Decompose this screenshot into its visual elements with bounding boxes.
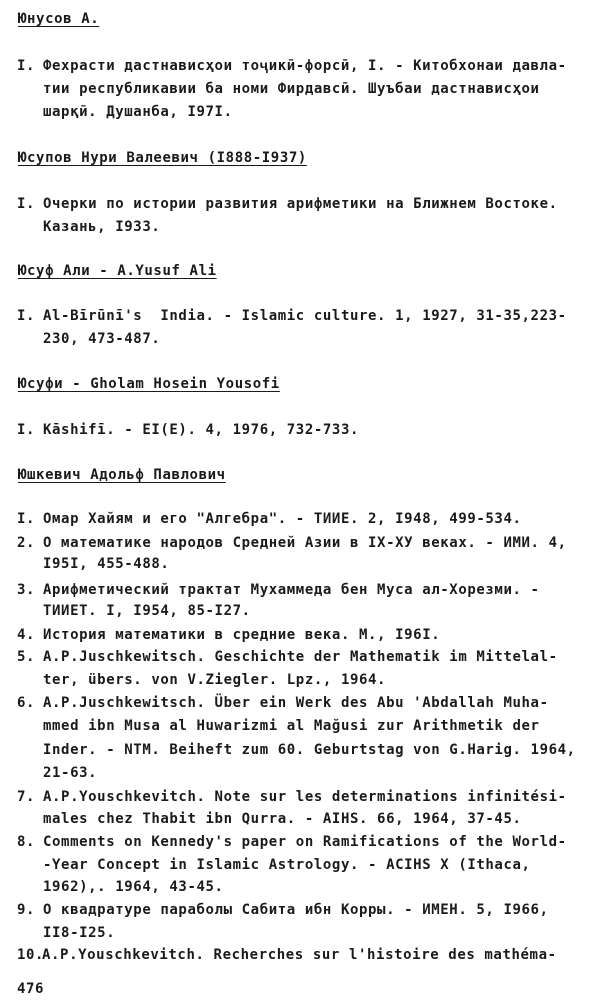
entry-line: mmed ibn Musa al Huwarizmi al Mağusi zur Arithmetik der bbox=[43, 718, 540, 734]
entry-number: I. bbox=[17, 511, 36, 527]
entry-line: 21-63. bbox=[43, 765, 98, 781]
entry-line: II8-I25. bbox=[43, 925, 116, 941]
entry-line: Казань, I933. bbox=[43, 219, 161, 235]
entry-line: ter, übers. von V.Ziegler. Lpz., 1964. bbox=[43, 672, 387, 688]
author-heading: Юсупов Нури Валеевич (I888-I937) bbox=[18, 150, 307, 166]
entry-line: I95I, 455-488. bbox=[43, 556, 170, 572]
entry-number: 10. bbox=[17, 947, 45, 963]
author-heading: Юсуфи - Gholam Hosein Yousofi bbox=[18, 376, 280, 392]
entry-line: ТИИЕТ. I, I954, 85-I27. bbox=[43, 603, 251, 619]
entry-line: Inder. - NTM. Beiheft zum 60. Geburtstag von G.Harig. 1964, bbox=[43, 742, 576, 758]
entry-number: 6. bbox=[17, 695, 36, 711]
entry-line: Kāshifī. - EI(E). 4, 1976, 732-733. bbox=[43, 422, 360, 438]
entry-number: I. bbox=[17, 308, 36, 324]
page-number: 476 bbox=[17, 981, 45, 997]
entry-number: I. bbox=[17, 196, 36, 212]
entry-number: 8. bbox=[17, 834, 36, 850]
entry-line: A.P.Juschkewitsch. Geschichte der Mathematik im Mittelal- bbox=[43, 649, 558, 665]
entry-line: История математики в средние века. М., I96I. bbox=[43, 627, 441, 643]
entry-number: I. bbox=[17, 422, 36, 438]
entry-line: Comments on Kennedy's paper on Ramifications of the World- bbox=[43, 834, 567, 850]
entry-line: Омар Хайям и его "Алгебра". - ТИИЕ. 2, I948, 499-534. bbox=[43, 511, 522, 527]
entry-line: A.P.Youschkevitch. Note sur les determinations infinitési- bbox=[43, 789, 567, 805]
entry-number: 2. bbox=[17, 535, 36, 551]
entry-line: males chez Thabit ibn Qurra. - AIHS. 66, 1964, 37-45. bbox=[43, 811, 522, 827]
entry-line: Al-Bīrūnī's India. - Islamic culture. 1, 1927, 31-35,223- bbox=[43, 308, 567, 324]
entry-line: О квадратуре параболы Сабита ибн Корры. - ИМЕН. 5, I966, bbox=[43, 902, 549, 918]
entry-line: Очерки по истории развития арифметики на Ближнем Востоке. bbox=[43, 196, 558, 212]
entry-line: 230, 473-487. bbox=[43, 331, 161, 347]
entry-number: I. bbox=[17, 58, 36, 74]
entry-line: Фехрасти дастнависҳои тоҷикӣ-форсӣ, I. - Китобхонаи давла- bbox=[43, 58, 567, 74]
author-heading: Юнусов А. bbox=[18, 11, 100, 27]
entry-number: 3. bbox=[17, 582, 36, 598]
entry-number: 7. bbox=[17, 789, 36, 805]
entry-line: шарқӣ. Душанба, I97I. bbox=[43, 104, 233, 120]
entry-number: 9. bbox=[17, 902, 36, 918]
entry-line: 1962),. 1964, 43-45. bbox=[43, 879, 224, 895]
author-heading: Юшкевич Адольф Павлович bbox=[18, 467, 226, 483]
author-heading: Юсуф Али - A.Yusuf Ali bbox=[18, 263, 217, 279]
entry-number: 4. bbox=[17, 627, 36, 643]
entry-line: Арифметический трактат Мухаммеда бен Муса ал-Хорезми. - bbox=[43, 582, 540, 598]
entry-line: A.P.Juschkewitsch. Über ein Werk des Abu 'Abdallah Muha- bbox=[43, 695, 549, 711]
entry-line: тии республикавии ба номи Фирдавсӣ. Шуъбаи дастнависҳои bbox=[43, 81, 540, 97]
entry-number: 5. bbox=[17, 649, 36, 665]
entry-line: -Year Concept in Islamic Astrology. - ACIHS X (Ithaca, bbox=[43, 857, 531, 873]
entry-line: О математике народов Средней Азии в IX-XУ веках. - ИМИ. 4, bbox=[43, 535, 567, 551]
entry-line: A.P.Youschkevitch. Recherches sur l'histoire des mathéma- bbox=[42, 947, 557, 963]
